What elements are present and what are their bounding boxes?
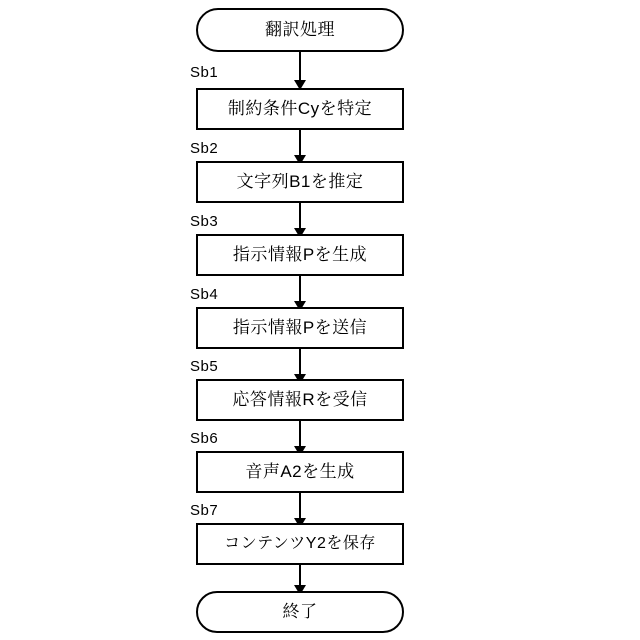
flow-node-label: 終了 <box>282 601 318 621</box>
step-label-sb3: Sb3 <box>190 213 219 230</box>
step-label-sb1: Sb1 <box>190 64 219 81</box>
flow-node-sb2 <box>196 161 404 203</box>
step-label-sb6: Sb6 <box>190 430 219 447</box>
flow-node-label: 指示情報Pを送信 <box>232 317 368 337</box>
flow-node-label: 翻訳処理 <box>265 19 335 39</box>
step-label-sb2: Sb2 <box>190 140 219 157</box>
step-label-sb7: Sb7 <box>190 502 219 519</box>
flow-node-sb4 <box>196 307 404 349</box>
flow-node-label: 応答情報Rを受信 <box>232 389 368 409</box>
flow-node-sb6 <box>196 451 404 493</box>
flow-node-sb7 <box>196 523 404 565</box>
flow-node-start <box>196 8 404 52</box>
flow-node-sb5 <box>196 379 404 421</box>
flow-node-label: 指示情報Pを生成 <box>232 244 368 264</box>
flow-node-label: 制約条件Cyを特定 <box>227 98 373 118</box>
flow-node-label: 文字列B1を推定 <box>236 171 364 191</box>
flow-node-label: 音声A2を生成 <box>245 461 355 481</box>
flow-node-sb1 <box>196 88 404 130</box>
step-label-sb5: Sb5 <box>190 358 219 375</box>
flow-node-label: コンテンツY2を保存 <box>224 535 376 553</box>
step-label-sb4: Sb4 <box>190 286 219 303</box>
flow-node-sb3 <box>196 234 404 276</box>
flow-node-end <box>196 591 404 633</box>
